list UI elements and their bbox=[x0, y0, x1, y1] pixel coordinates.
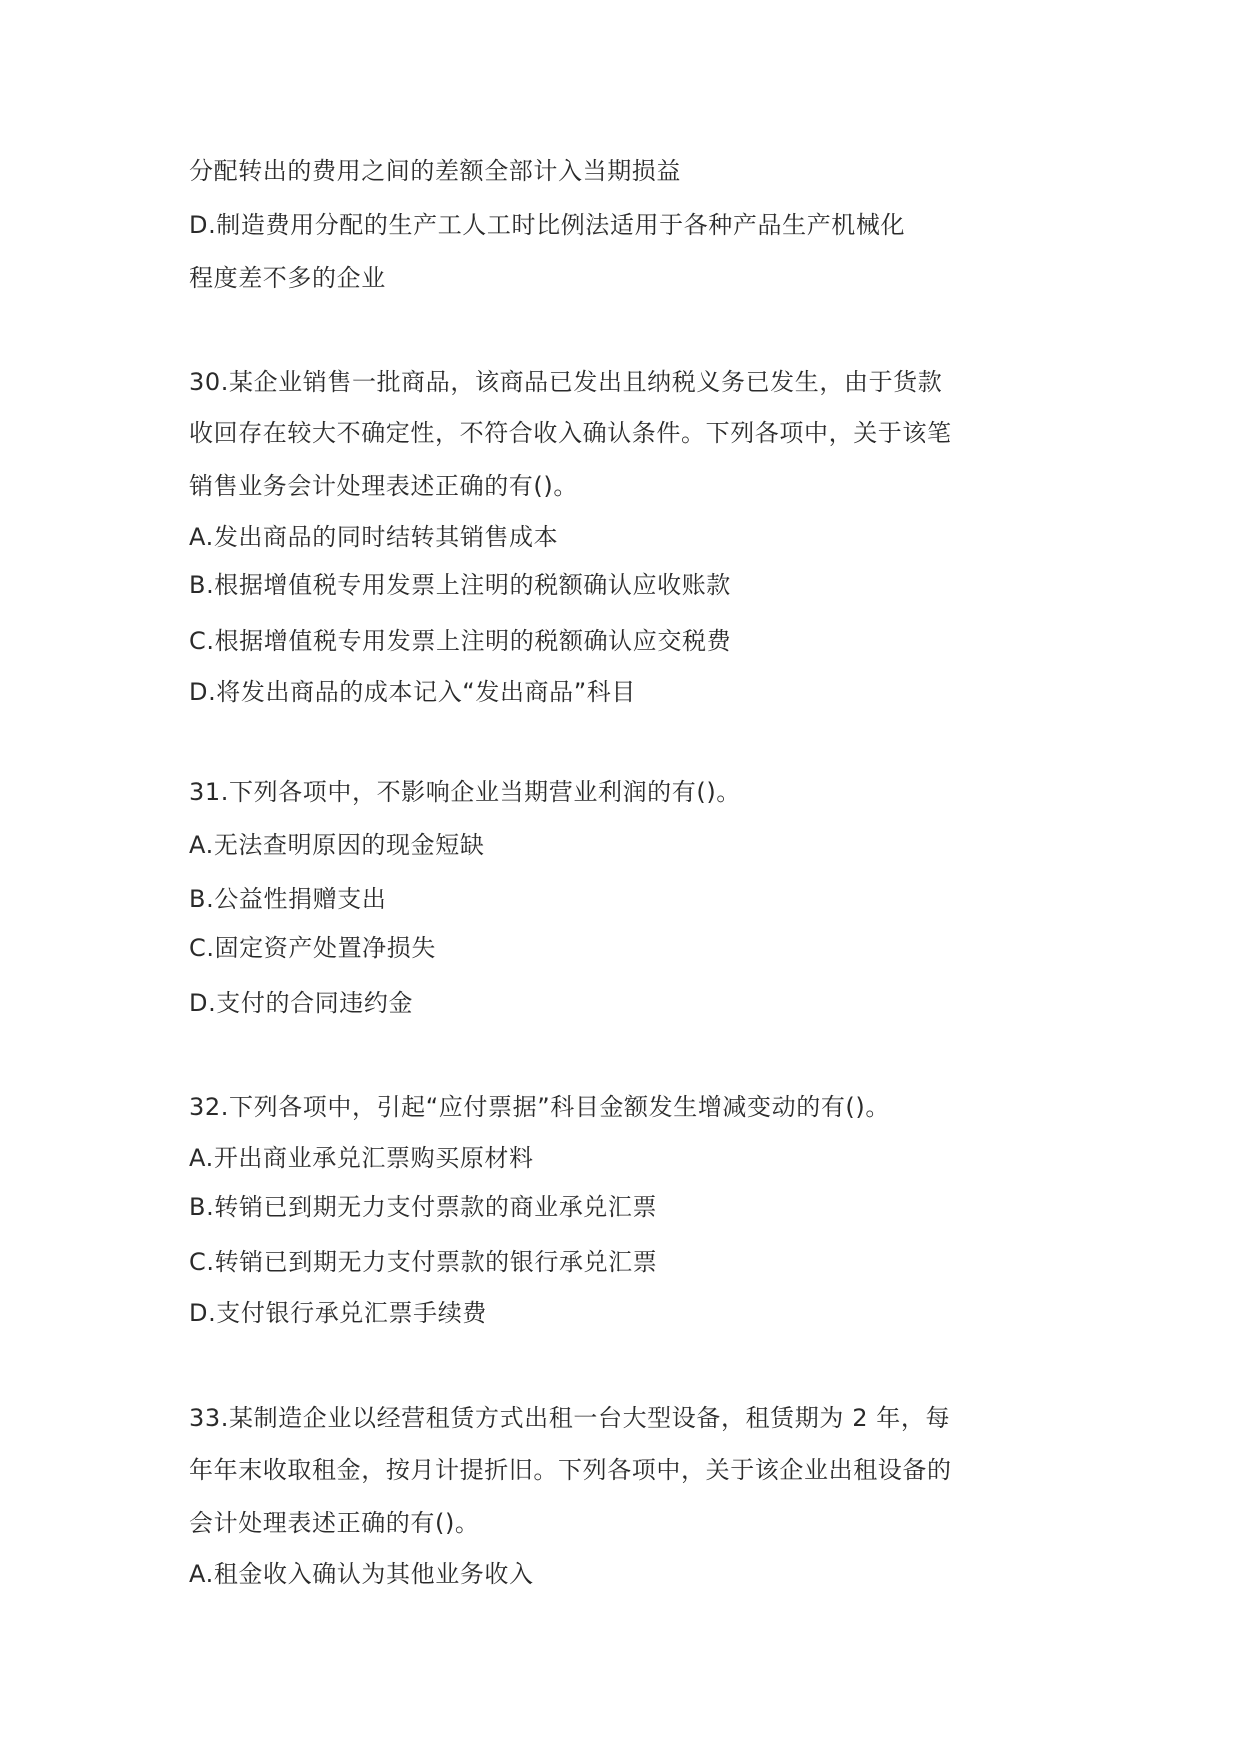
text-line: 程度差不多的企业 bbox=[189, 264, 386, 292]
text-line: 分配转出的费用之间的差额全部计入当期损益 bbox=[189, 157, 681, 185]
question-31-option-b: B.公益性捐赠支出 bbox=[189, 885, 387, 913]
question-30-option-a: A.发出商品的同时结转其销售成本 bbox=[189, 523, 559, 551]
question-30-option-c: C.根据增值税专用发票上注明的税额确认应交税费 bbox=[189, 627, 732, 655]
question-32-option-d: D.支付银行承兑汇票手续费 bbox=[189, 1299, 487, 1327]
option-d: D.制造费用分配的生产工人工时比例法适用于各种产品生产机械化 bbox=[189, 211, 906, 239]
question-31-option-a: A.无法查明原因的现金短缺 bbox=[189, 831, 485, 859]
question-30-option-b: B.根据增值税专用发票上注明的税额确认应收账款 bbox=[189, 571, 731, 599]
question-33-line-2: 年年末收取租金，按月计提折旧。下列各项中，关于该企业出租设备的 bbox=[189, 1456, 952, 1484]
question-33: 33.某制造企业以经营租赁方式出租一台大型设备，租赁期为 2 年，每 bbox=[189, 1404, 951, 1432]
question-30-option-d: D.将发出商品的成本记入“发出商品”科目 bbox=[189, 678, 636, 706]
question-32-option-c: C.转销已到期无力支付票款的银行承兑汇票 bbox=[189, 1248, 658, 1276]
question-31: 31.下列各项中，不影响企业当期营业利润的有()。 bbox=[189, 778, 741, 806]
question-30-line-3: 销售业务会计处理表述正确的有()。 bbox=[189, 472, 578, 500]
question-31-option-c: C.固定资产处置净损失 bbox=[189, 934, 436, 962]
question-30-line-2: 收回存在较大不确定性，不符合收入确认条件。下列各项中，关于该笔 bbox=[189, 419, 952, 447]
question-32-option-a: A.开出商业承兑汇票购买原材料 bbox=[189, 1144, 534, 1172]
question-30: 30.某企业销售一批商品，该商品已发出且纳税义务已发生，由于货款 bbox=[189, 368, 943, 396]
question-32-option-b: B.转销已到期无力支付票款的商业承兑汇票 bbox=[189, 1193, 658, 1221]
question-33-option-a: A.租金收入确认为其他业务收入 bbox=[189, 1560, 534, 1588]
question-32: 32.下列各项中，引起“应付票据”科目金额发生增减变动的有()。 bbox=[189, 1093, 890, 1121]
question-33-line-3: 会计处理表述正确的有()。 bbox=[189, 1509, 480, 1537]
question-31-option-d: D.支付的合同违约金 bbox=[189, 989, 414, 1017]
